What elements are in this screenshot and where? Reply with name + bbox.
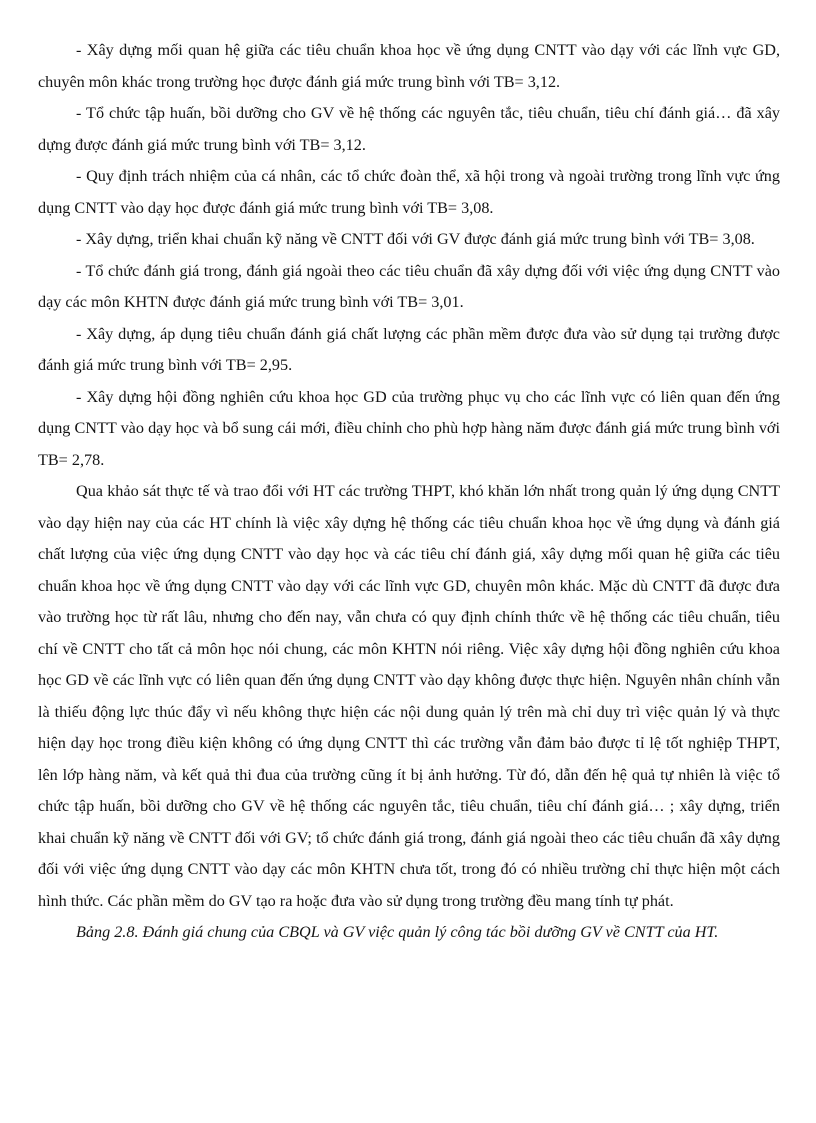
bullet-research-council: - Xây dựng hội đồng nghiên cứu khoa học GD của trường phục vụ cho các lĩnh vực có liên quan đến ứng dụng CNTT vào dạy học và bổ sung cái mới, điều chỉnh cho phù hợp hàng năm được đánh giá mức trung bình với TB= 2,78.	[38, 387, 780, 469]
document-page	[38, 35, 780, 949]
bullet-it-skill-standard: - Xây dựng, triển khai chuẩn kỹ năng về CNTT đối với GV được đánh giá mức trung bình với TB= 3,08.	[76, 230, 755, 248]
body-paragraph: Qua khảo sát thực tế và trao đổi với HT các trường THPT, khó khăn lớn nhất trong quản lý ứng dụng CNTT vào dạy hiện nay của các HT chính là việc xây dựng hệ thống các tiêu chuẩn khoa học về ứng dụng và đánh giá chất lượng của việc ứng dụng CNTT vào dạy học và các tiêu chí đánh giá, xây dựng mối quan hệ giữa các tiêu chuẩn khoa học về ứng dụng CNTT vào dạy với các lĩnh vực GD, chuyên môn khác. Mặc dù CNTT đã được đưa vào trường học từ rất lâu, nhưng cho đến nay, vẫn chưa có quy định chính thức về hệ thống các tiêu chuẩn, tiêu chí về CNTT cho tất cả môn học nói chung, các môn KHTN nói riêng. Việc xây dựng hội đồng nghiên cứu khoa học GD về các lĩnh vực có liên quan đến ứng dụng CNTT vào dạy không được thực hiện. Nguyên nhân chính vẫn là thiếu động lực thúc đẩy vì nếu không thực hiện các nội dung quản lý trên mà chỉ duy trì việc quản lý và thực hiện dạy học trong điều kiện không có ứng dụng CNTT thì các trường vẫn đảm bảo được tỉ lệ tốt nghiệp THPT, lên lớp hàng năm, và kết quả thi đua của trường cũng ít bị ảnh hưởng. Từ đó, dẫn đến hệ quả tự nhiên là việc tổ chức tập huấn, bồi dưỡng cho GV về hệ thống các nguyên tắc, tiêu chuẩn, tiêu chí đánh giá… ; xây dựng, triển khai chuẩn kỹ năng về CNTT đối với GV; tổ chức đánh giá trong, đánh giá ngoài theo các tiêu chuẩn đã xây dựng đối với việc ứng dụng CNTT vào dạy các môn KHTN chưa tốt, trong đó có nhiều trường chỉ thực hiện một cách hình thức. Các phần mềm do GV tạo ra hoặc đưa vào sử dụng trong trường đều mang tính tự phát.	[38, 482, 780, 910]
table-caption: Bảng 2.8. Đánh giá chung của CBQL và GV việc quản lý công tác bồi dưỡng GV về CNTT của HT.	[76, 923, 719, 941]
bullet-responsibility-rules: - Quy định trách nhiệm của cá nhân, các tổ chức đoàn thể, xã hội trong và ngoài trường trong lĩnh vực ứng dụng CNTT vào dạy học được đánh giá mức trung bình với TB= 3,08.	[38, 167, 780, 217]
bullet-teacher-training: - Tổ chức tập huấn, bồi dưỡng cho GV về hệ thống các nguyên tắc, tiêu chuẩn, tiêu chí đánh giá… đã xây dựng được đánh giá mức trung bình với TB= 3,12.	[38, 104, 780, 154]
bullet-software-quality-standard: - Xây dựng, áp dụng tiêu chuẩn đánh giá chất lượng các phần mềm được đưa vào sử dụng tại trường được đánh giá mức trung bình với TB= 2,95.	[38, 324, 780, 374]
bullet-criteria-relationship: - Xây dựng mối quan hệ giữa các tiêu chuẩn khoa học về ứng dụng CNTT vào dạy với các lĩnh vực GD, chuyên môn khác trong trường học được đánh giá mức trung bình với TB= 3,12.	[38, 41, 780, 91]
bullet-internal-external-evaluation: - Tổ chức đánh giá trong, đánh giá ngoài theo các tiêu chuẩn đã xây dựng đối với việc ứng dụng CNTT vào dạy các môn KHTN được đánh giá mức trung bình với TB= 3,01.	[38, 261, 780, 311]
